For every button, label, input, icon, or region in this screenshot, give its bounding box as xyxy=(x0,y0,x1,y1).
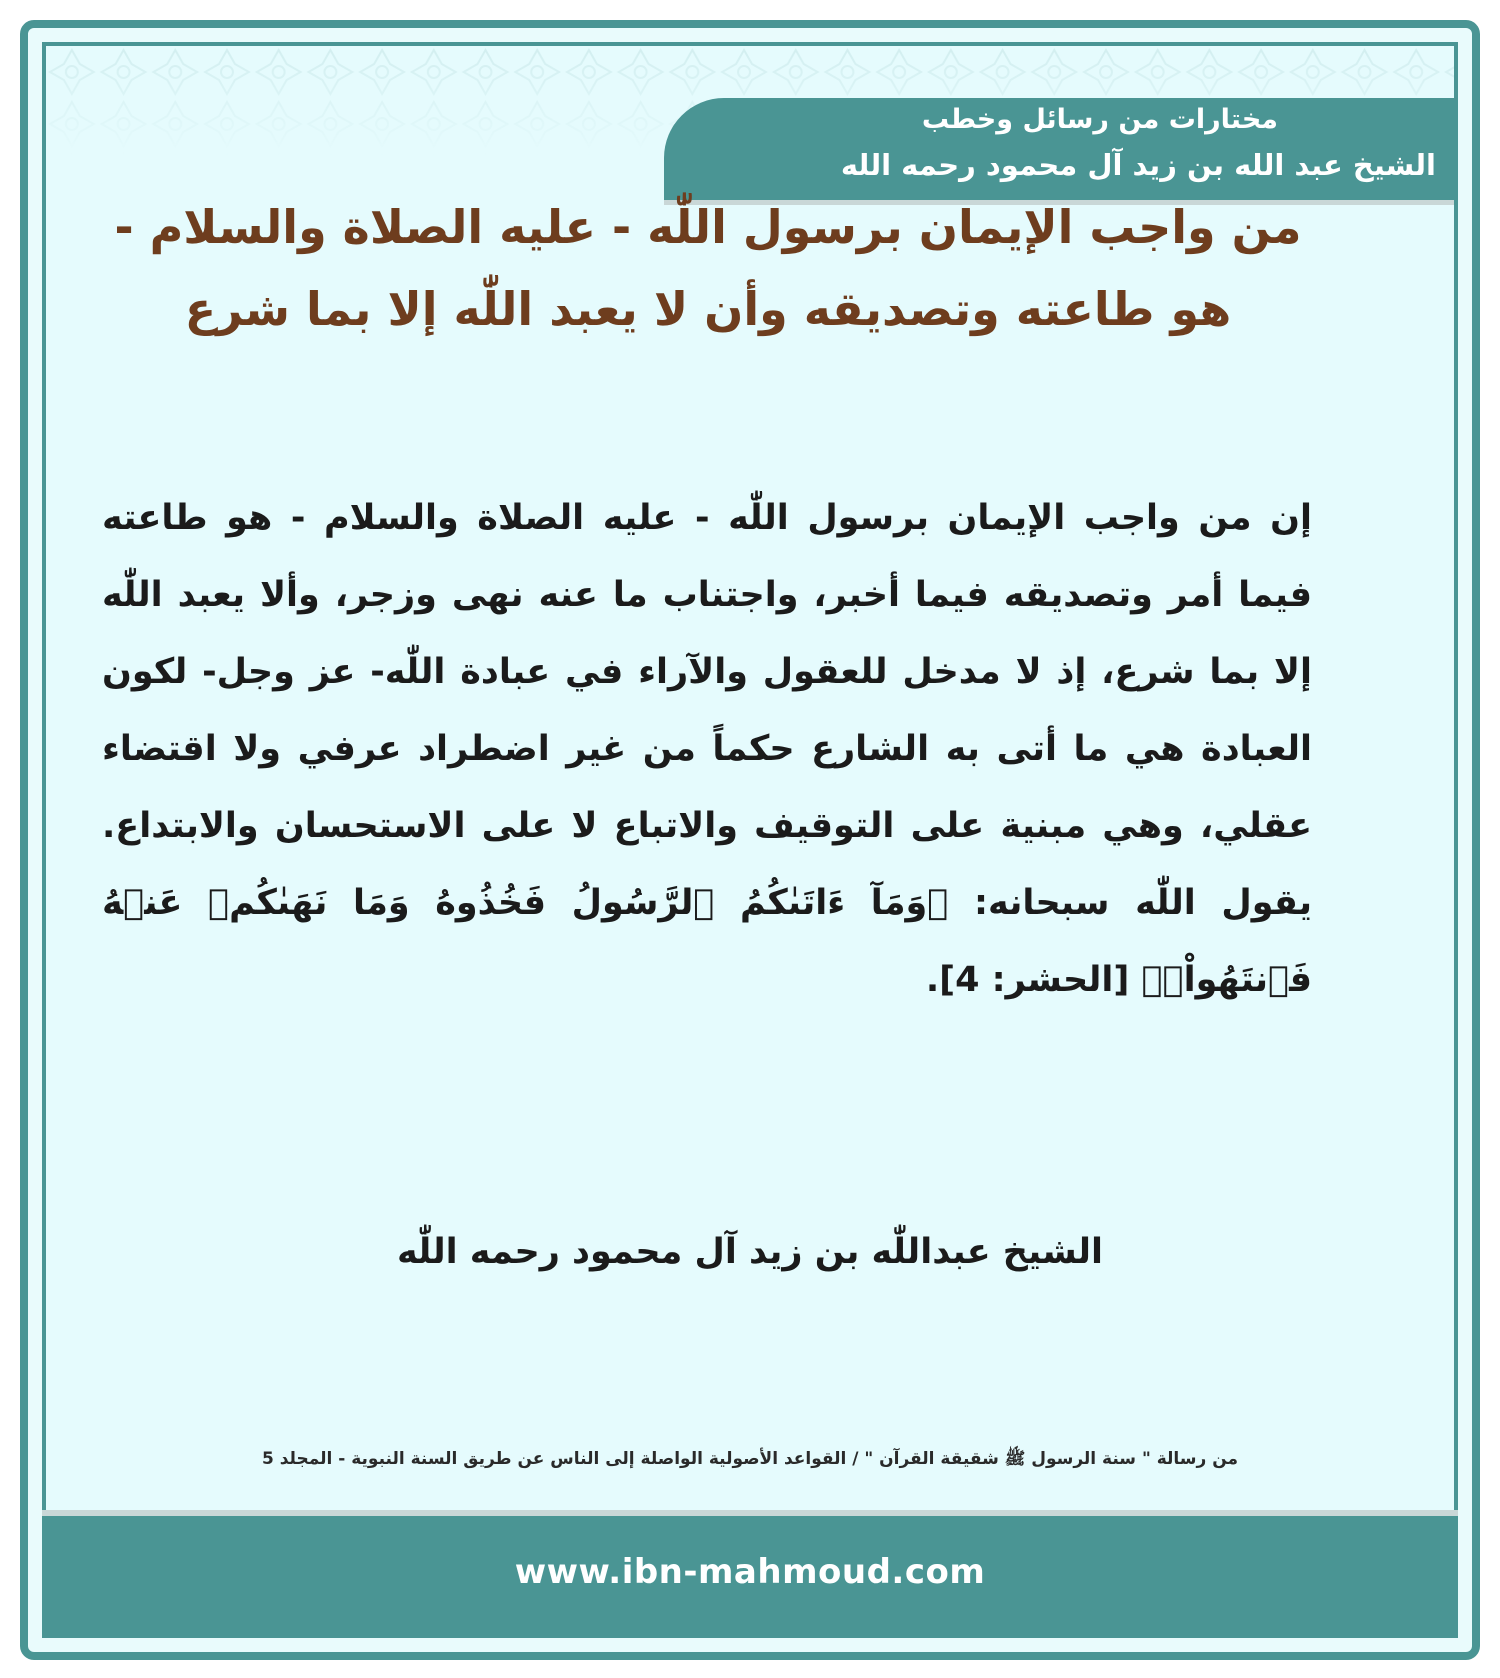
header-ribbon xyxy=(664,98,1454,200)
header-author-name: الشيخ عبد الله بن زيد آل محمود رحمه الله xyxy=(840,148,1436,182)
page-title: من واجب الإيمان برسول اللّٰه - عليه الصلاة والسلام - هو طاعته وتصديقه وأن لا يعبد اللّٰه إلا بما شرع xyxy=(114,200,1302,336)
verse-citation: [الحشر: 4]. xyxy=(925,960,1130,1000)
source-reference: من رسالة " سنة الرسول ﷺ شقيقة القرآن " / القواعد الأصولية الواصلة إلى الناس عن طريق السنة النبوية - المجلد 5 xyxy=(261,1449,1239,1469)
footer-band xyxy=(42,1510,1458,1638)
quran-verse: ﴿وَمَآ ءَاتَىٰكُمُ ٱلرَّسُولُ فَخُذُوهُ وَمَا نَهَىٰكُمۡ عَنۡهُ فَٱنتَهُواْۚ﴾ xyxy=(102,883,1312,1000)
body-paragraph xyxy=(102,480,1312,1019)
author-signature: الشيخ عبداللّٰه بن زيد آل محمود رحمه اللّٰه xyxy=(396,1232,1104,1272)
body-text: إن من واجب الإيمان برسول اللّٰه - عليه الصلاة والسلام - هو طاعته فيما أمر وتصديقه فيما أخبر، واجتناب ما عنه نهى وزجر، وألا يعبد اللّٰه إلا بما شرع، إذ لا مدخل للعقول والآراء في عبادة اللّٰه- عز وجل- لكون العبادة هي ما أتى به الشارع حكماً من غير اضطراد عرفي ولا اقتضاء عقلي، وهي مبنية على التوقيف والاتباع لا على الاستحسان والابتداع. يقول اللّٰه سبحانه: xyxy=(102,498,1313,923)
website-link[interactable]: www.ibn-mahmoud.com xyxy=(514,1552,986,1592)
header-series-title: مختارات من رسائل وخطب xyxy=(921,104,1278,135)
